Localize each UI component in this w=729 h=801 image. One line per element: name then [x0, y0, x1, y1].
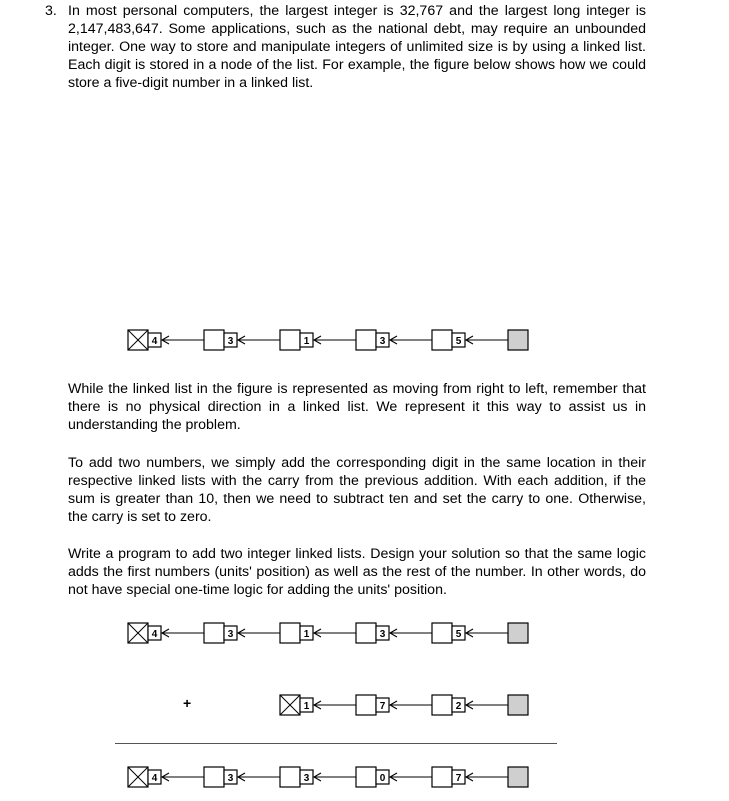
node-digit: 3: [379, 336, 386, 347]
list-node: [432, 767, 465, 787]
node-link-box: [204, 767, 224, 787]
list-node: [128, 623, 161, 643]
list-node: [204, 623, 237, 643]
node-digit: 1: [303, 701, 310, 712]
list-node: [356, 330, 389, 350]
node-digit: 3: [227, 773, 234, 784]
node-digit: 2: [455, 701, 462, 712]
node-link-box: [432, 330, 452, 350]
list-node: [356, 767, 389, 787]
node-link-box: [356, 695, 376, 715]
node-digit: 7: [379, 701, 386, 712]
plus-sign: +: [183, 695, 192, 711]
list-node: [280, 695, 313, 715]
list-node: [280, 330, 313, 350]
list-node: [432, 623, 465, 643]
list-node: [356, 623, 389, 643]
sum-divider-line: [115, 743, 557, 744]
node-link-box: [204, 330, 224, 350]
node-digit: 3: [303, 773, 310, 784]
node-link-box: [432, 695, 452, 715]
node-link-box: [356, 623, 376, 643]
list-node: [280, 623, 313, 643]
node-link-box: [204, 623, 224, 643]
list-head-box: [508, 623, 528, 643]
node-digit: 4: [151, 773, 158, 784]
node-digit: 1: [303, 629, 310, 640]
intro-paragraph: In most personal computers, the largest integer is 32,767 and the largest long integer is 2,147,483,647. Some applications, such as the national debt, may require an unbounded integer. One way to store and manipulate integers of unlimited size is by using a linked list. Each digit is stored in a node of the list. For example, the figure below shows how we could store a five-digit number in a linked list.: [68, 3, 646, 91]
node-digit: 7: [455, 773, 462, 784]
question-number: 3.: [45, 3, 57, 19]
node-digit: 3: [379, 629, 386, 640]
node-link-box: [432, 767, 452, 787]
linked-list-example-figure: [0, 327, 729, 357]
node-link-box: [280, 623, 300, 643]
node-digit: 0: [379, 773, 386, 784]
node-link-box: [280, 767, 300, 787]
list-node: [128, 330, 161, 350]
node-digit: 4: [151, 336, 158, 347]
node-digit: 5: [455, 336, 462, 347]
node-link-box: [280, 330, 300, 350]
node-digit: 4: [151, 629, 158, 640]
linked-list-sum-figure: [0, 764, 729, 794]
list-node: [356, 695, 389, 715]
node-link-box: [356, 330, 376, 350]
linked-list-addend-1-figure: [0, 620, 729, 650]
node-digit: 3: [227, 336, 234, 347]
list-head-box: [508, 767, 528, 787]
list-node: [204, 767, 237, 787]
list-head-box: [508, 330, 528, 350]
list-node: [128, 767, 161, 787]
node-digit: 1: [303, 336, 310, 347]
node-link-box: [432, 623, 452, 643]
list-node: [280, 767, 313, 787]
addition-paragraph: To add two numbers, we simply add the corresponding digit in the same location in their respective linked lists with the carry from the previous addition. With each addition, if the sum is greater than 10, then we need to subtract ten and set the carry to one. Otherwise, the carry is set to zero.: [68, 455, 646, 525]
list-node: [432, 695, 465, 715]
list-node: [432, 330, 465, 350]
list-node: [204, 330, 237, 350]
linked-list-addend-2-figure: [0, 692, 729, 722]
node-digit: 3: [227, 629, 234, 640]
node-digit: 5: [455, 629, 462, 640]
program-paragraph: Write a program to add two integer linked lists. Design your solution so that the same logic adds the first numbers (units' position) as well as the rest of the number. In other words, do not have special one-time logic for adding the units' position.: [68, 546, 646, 598]
node-link-box: [356, 767, 376, 787]
direction-paragraph: While the linked list in the figure is represented as moving from right to left, remember that there is no physical direction in a linked list. We represent it this way to assist us in understanding the problem.: [68, 381, 646, 433]
list-head-box: [508, 695, 528, 715]
